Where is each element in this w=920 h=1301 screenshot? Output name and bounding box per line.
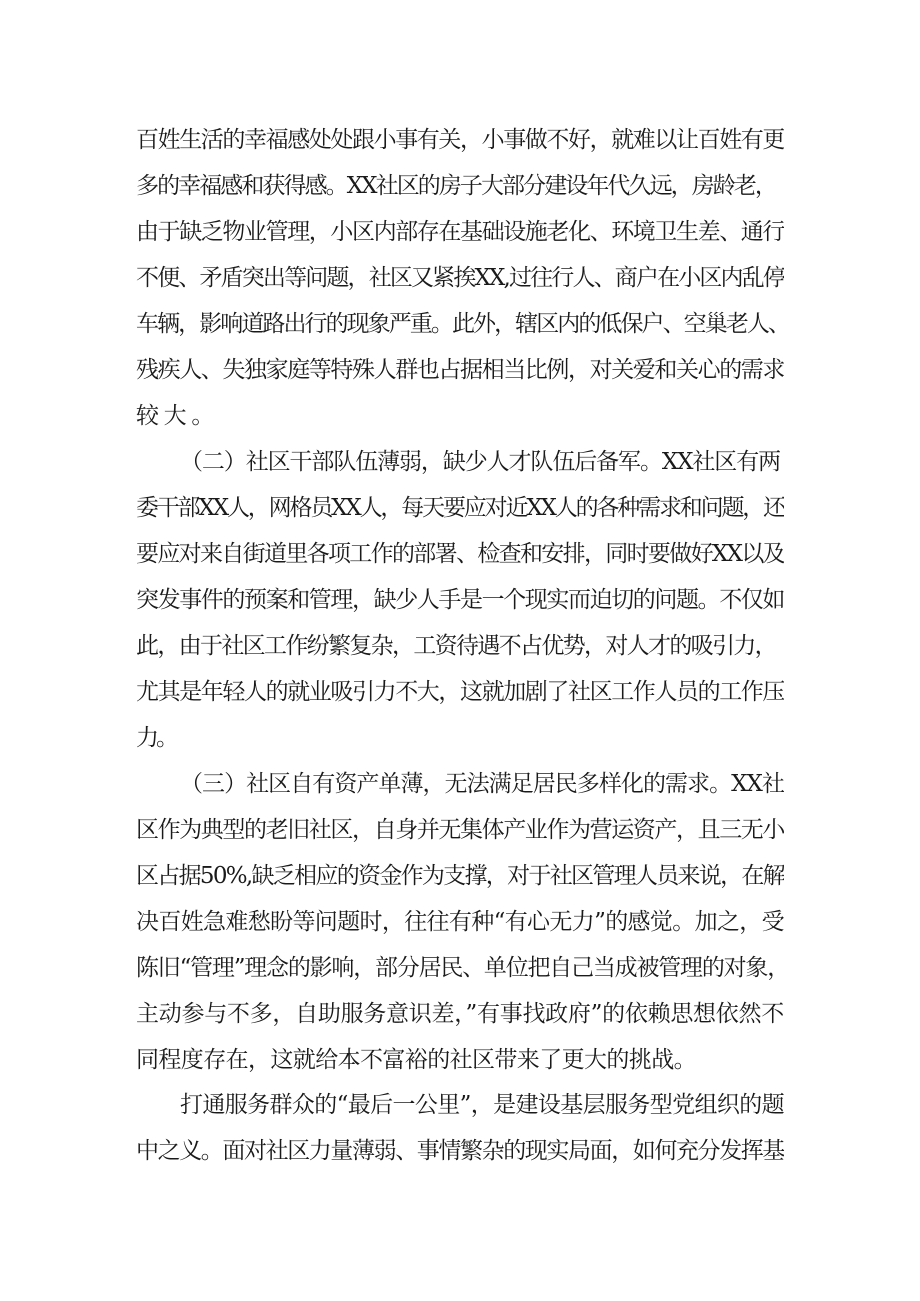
- text-line: 尤其是年轻人的就业吸引力不大，这就加剧了社区工作人员的工作压: [136, 679, 784, 705]
- text-line: 较大。: [136, 403, 219, 429]
- text-line: 多的幸福感和获得感。XX社区的房子大部分建设年代久远，房龄老，: [136, 173, 776, 199]
- text-line: 力。: [136, 725, 176, 751]
- text-line: 区占据50%,缺乏相应的资金作为支撑，对于社区管理人员来说，在解: [136, 863, 784, 889]
- text-line: （三）社区自有资产单薄，无法满足居民多样化的需求。XX社: [180, 771, 784, 797]
- text-line: （二）社区干部队伍薄弱，缺少人才队伍后备军。XX社区有两: [180, 449, 780, 475]
- text-line: 要应对来自街道里各项工作的部署、检查和安排，同时要做好XX以及: [136, 541, 784, 567]
- text-line: 委干部XX人，网格员XX人，每天要应对近XX人的各种需求和问题，还: [136, 495, 784, 521]
- text-line: 决百姓急难愁盼等问题时，往往有种“有心无力”的感觉。加之，受: [136, 909, 784, 935]
- text-line: 中之义。面对社区力量薄弱、事情繁杂的现实局面，如何充分发挥基: [136, 1138, 784, 1164]
- text-line: 突发事件的预案和管理，缺少人手是一个现实而迫切的问题。不仅如: [136, 587, 784, 613]
- text-line: 同程度存在，这就给本不富裕的社区带来了更大的挑战。: [136, 1047, 696, 1073]
- text-line: 主动参与不多，自助服务意识差，”有事找政府”的依赖思想依然不: [136, 1001, 784, 1027]
- text-line: 不便、矛盾突出等问题，社区又紧挨XX,过往行人、商户在小区内乱停: [136, 265, 784, 291]
- text-line: 陈旧“管理”理念的影响，部分居民、单位把自己当成被管理的对象，: [136, 955, 789, 981]
- text-line: 车辆，影响道路出行的现象严重。此外，辖区内的低保户、空巢老人、: [136, 311, 789, 337]
- text-line: 百姓生活的幸福感处处跟小事有关，小事做不好，就难以让百姓有更: [136, 127, 784, 153]
- text-line: 区作为典型的老旧社区，自身并无集体产业作为营运资产，且三无小: [136, 817, 784, 843]
- text-line: 由于缺乏物业管理，小区内部存在基础设施老化、环境卫生差、通行: [136, 219, 784, 245]
- text-line: 此，由于社区工作纷繁复杂，工资待遇不占优势，对人才的吸引力，: [136, 633, 776, 659]
- text-line: 打通服务群众的“最后一公里”，是建设基层服务型党组织的题: [180, 1092, 784, 1118]
- text-line: 残疾人、失独家庭等特殊人群也占据相当比例，对关爱和关心的需求: [136, 357, 784, 383]
